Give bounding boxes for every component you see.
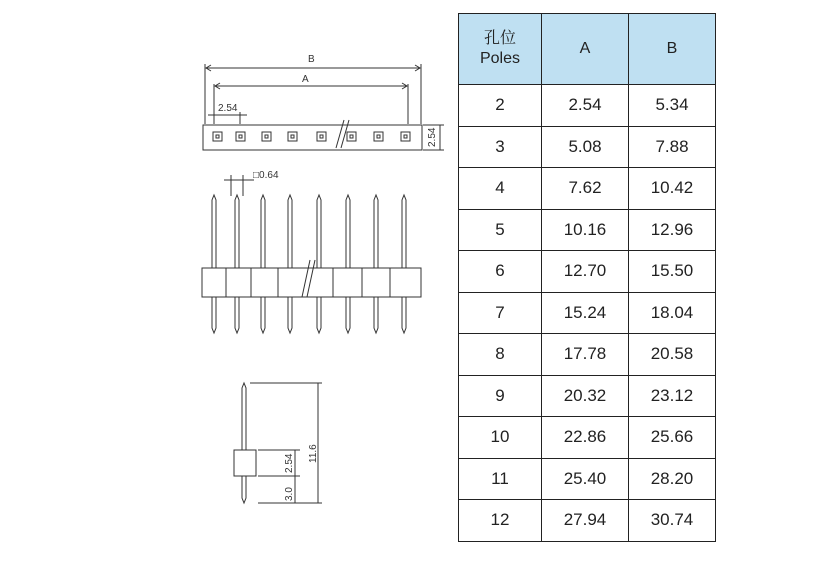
cell-poles: 10: [459, 417, 542, 459]
dimension-table: [458, 13, 716, 542]
header-poles-en: Poles: [479, 50, 521, 67]
header-a: A: [542, 14, 629, 85]
cell-b: 25.66: [629, 417, 716, 459]
cell-b: 7.88: [629, 126, 716, 168]
table-row: [459, 251, 716, 293]
table-row: [459, 85, 716, 127]
cell-poles: 11: [459, 458, 542, 500]
side-body-label: 2.54: [284, 453, 295, 473]
cell-poles: 7: [459, 292, 542, 334]
table-row: [459, 334, 716, 376]
cell-b: 5.34: [629, 85, 716, 127]
table-row: [459, 209, 716, 251]
cell-b: 28.20: [629, 458, 716, 500]
pin-square-label: □0.64: [253, 170, 279, 181]
cell-poles: 6: [459, 251, 542, 293]
table-row: [459, 500, 716, 542]
cell-b: 18.04: [629, 292, 716, 334]
table-row: [459, 168, 716, 210]
table-row: [459, 126, 716, 168]
table-header-row: [459, 14, 716, 85]
dimension-a-label: A: [302, 74, 309, 85]
cell-poles: 2: [459, 85, 542, 127]
cell-a: 22.86: [542, 417, 629, 459]
cell-poles: 8: [459, 334, 542, 376]
cell-a: 12.70: [542, 251, 629, 293]
cell-a: 2.54: [542, 85, 629, 127]
table-row: [459, 292, 716, 334]
cell-poles: 4: [459, 168, 542, 210]
cell-a: 7.62: [542, 168, 629, 210]
dimension-b-label: B: [308, 54, 315, 65]
cell-poles: 9: [459, 375, 542, 417]
cell-a: 25.40: [542, 458, 629, 500]
height-label: 2.54: [427, 127, 438, 147]
header-poles: [459, 14, 542, 85]
cell-poles: 12: [459, 500, 542, 542]
table-row: [459, 458, 716, 500]
header-b: B: [629, 14, 716, 85]
cell-b: 23.12: [629, 375, 716, 417]
cell-b: 15.50: [629, 251, 716, 293]
cell-b: 10.42: [629, 168, 716, 210]
cell-b: 12.96: [629, 209, 716, 251]
cell-a: 10.16: [542, 209, 629, 251]
header-poles-cn: 孔位: [483, 30, 516, 47]
cell-a: 27.94: [542, 500, 629, 542]
pitch-label: 2.54: [218, 103, 238, 114]
cell-a: 20.32: [542, 375, 629, 417]
cell-a: 15.24: [542, 292, 629, 334]
cell-a: 17.78: [542, 334, 629, 376]
cell-b: 20.58: [629, 334, 716, 376]
side-bottom-label: 3.0: [284, 487, 295, 501]
cell-poles: 3: [459, 126, 542, 168]
cell-poles: 5: [459, 209, 542, 251]
side-total-label: 11.6: [308, 444, 319, 463]
table-row: [459, 417, 716, 459]
cell-a: 5.08: [542, 126, 629, 168]
table-row: [459, 375, 716, 417]
cell-b: 30.74: [629, 500, 716, 542]
